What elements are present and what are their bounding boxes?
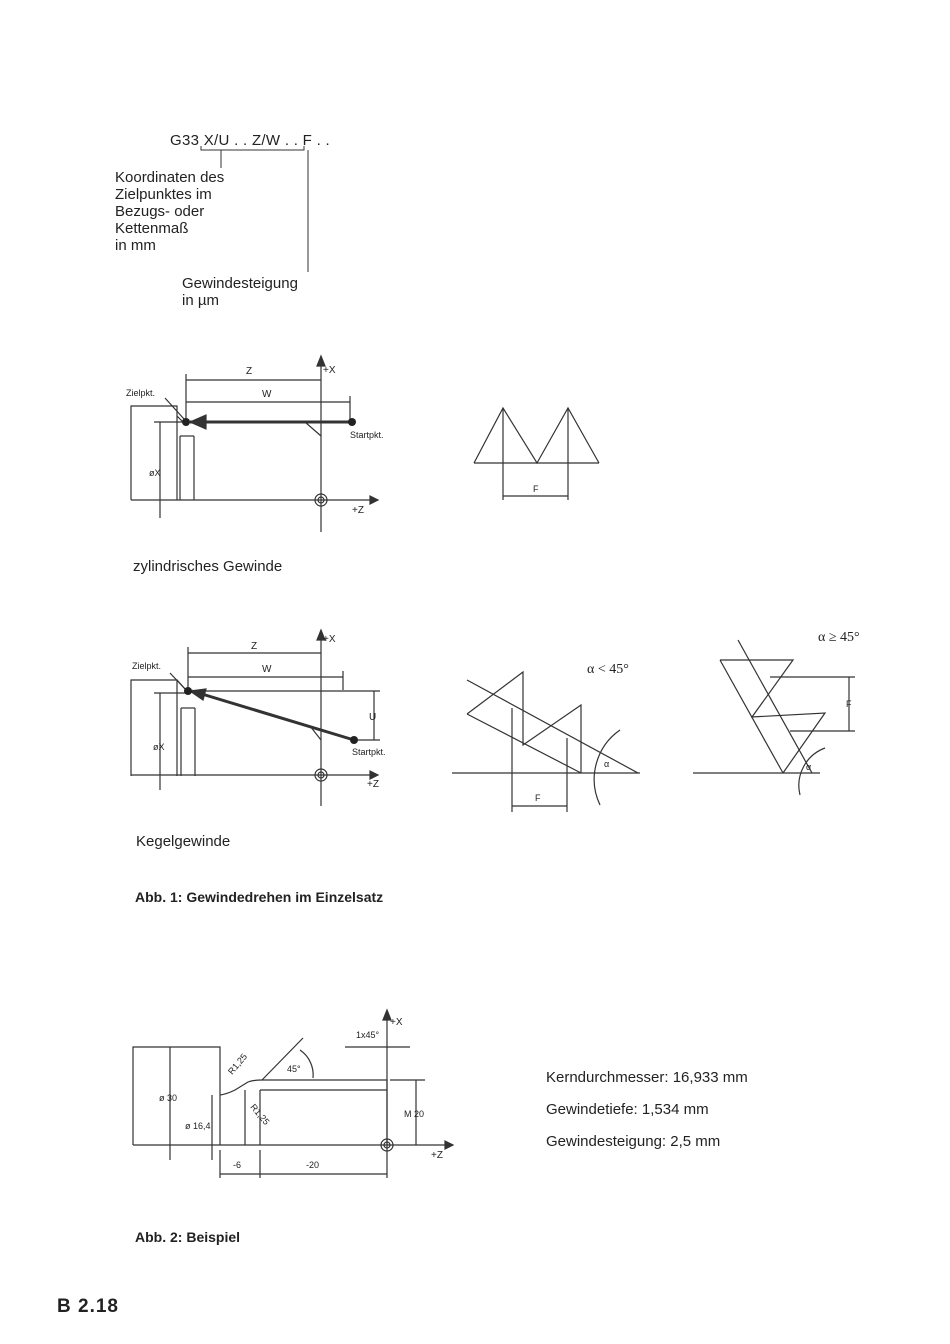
dim-20-label: -20 [306, 1160, 320, 1170]
radius-label-1: R1,25 [226, 1051, 250, 1077]
cyl-plus-z: +Z [352, 505, 364, 516]
cyl-z-label: Z [246, 366, 253, 377]
cyl-pitch-f: F [533, 484, 539, 494]
cyl-plus-x: +X [323, 365, 336, 376]
chamfer-label: 1x45° [356, 1030, 380, 1040]
thread-depth: Gewindetiefe: 1,534 mm [546, 1101, 709, 1118]
taper-pitch-f-right: F [846, 699, 852, 709]
figure2-title: Abb. 2: Beispiel [135, 1229, 241, 1245]
figure1-title: Abb. 1: Gewindedrehen im Einzelsatz [135, 889, 384, 905]
taper-caption: Kegelgewinde [136, 833, 231, 850]
cyl-zielpkt: Zielpkt. [126, 388, 156, 398]
alpha-label-right: α [806, 762, 812, 772]
taper-plus-x: +X [323, 634, 336, 645]
angle-45-label: 45° [287, 1064, 301, 1074]
taper-startpkt: Startpkt. [352, 747, 386, 757]
taper-zielpkt: Zielpkt. [132, 661, 162, 671]
page-number: B 2.18 [57, 1296, 119, 1317]
alpha-lt-45-label: α < 45° [587, 662, 629, 677]
taper-u-label: U [369, 712, 377, 723]
taper-pitch-f-left: F [535, 793, 541, 803]
alpha-label-left: α [604, 759, 610, 769]
taper-plus-z: +Z [367, 779, 379, 790]
m20-label: M 20 [404, 1109, 425, 1119]
pitch-note: Gewindesteigung in µm [182, 275, 298, 309]
cylindrical-caption: zylindrisches Gewinde [133, 558, 283, 575]
fig2-plus-x: +X [390, 1017, 403, 1028]
taper-diam-x: øX [153, 742, 165, 752]
g33-syntax: G33 X/U . . Z/W . . F . . [170, 132, 331, 149]
taper-w-label: W [262, 664, 272, 675]
cyl-diam-x: øX [149, 468, 161, 478]
radius-label-2: R1,25 [248, 1102, 272, 1127]
core-diameter: Kerndurchmesser: 16,933 mm [546, 1069, 748, 1086]
cyl-startpkt: Startpkt. [350, 430, 384, 440]
diameter-16-label: ø 16,4 [185, 1121, 211, 1131]
fig2-plus-z: +Z [431, 1150, 443, 1161]
taper-z-label: Z [251, 641, 258, 652]
dim-6-label: -6 [233, 1160, 242, 1170]
cyl-w-label: W [262, 389, 272, 400]
alpha-ge-45-label: α ≥ 45° [818, 630, 860, 645]
thread-pitch: Gewindesteigung: 2,5 mm [546, 1133, 721, 1150]
coordinate-note: Koordinaten des Zielpunktes im Bezugs- oder Kettenmaß in mm [115, 169, 225, 254]
diameter-30-label: ø 30 [159, 1093, 178, 1103]
